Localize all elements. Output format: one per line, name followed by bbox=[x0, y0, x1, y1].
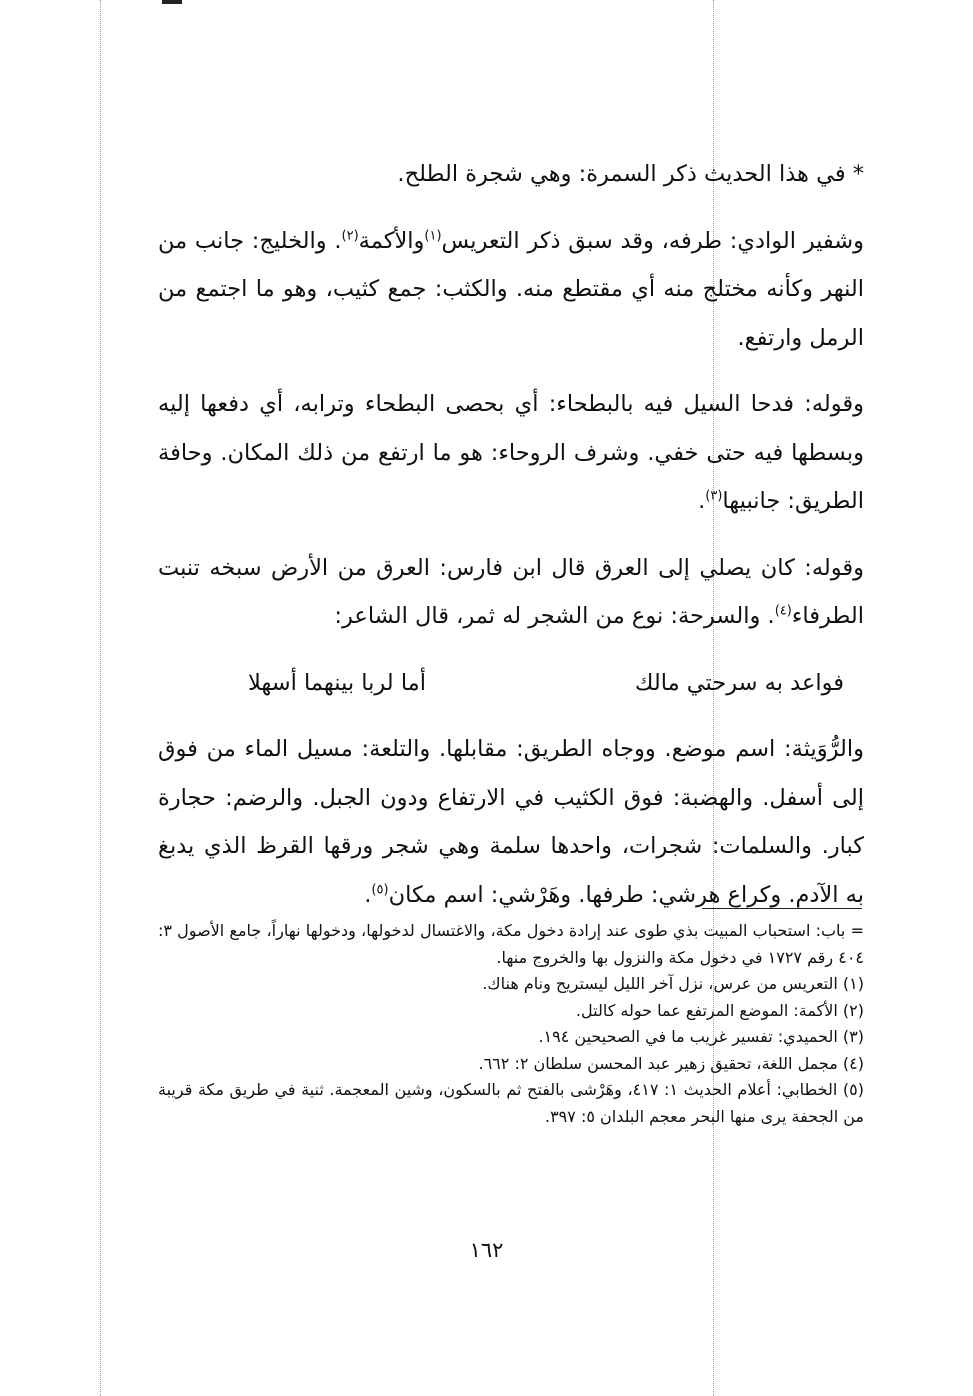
footnote-4: (٤) مجمل اللغة، تحقيق زهير عبد المحسن سلطان ٢: ٦٦٢. bbox=[478, 1053, 864, 1073]
paragraph-dahaa: وقوله: فدحا السيل فيه بالبطحاء: أي بحصى البطحاء وترابه، أي دفعها إليه وبسطها فيه حتى خفي. وشرف الروحاء: هو ما ارتفع من ذلك المكان. وحافة الطريق: جانبيها$^{(٣)}$. bbox=[158, 391, 864, 514]
verse-second-hemistich: أما لربا بينهما أسهلا bbox=[248, 669, 426, 696]
poetry-verse bbox=[158, 659, 864, 708]
footnote-2: (٢) الأكمة: الموضع المرتفع عما حوله كالتل. bbox=[575, 1000, 864, 1020]
footnote-ref-2[interactable]: (٢) bbox=[341, 228, 359, 243]
footnote-1: (١) التعريس من عرس، نزل آخر الليل ليستريح ونام هناك. bbox=[482, 974, 864, 993]
page-number: ١٦٢ bbox=[469, 1238, 504, 1262]
scan-dotted-line bbox=[100, 0, 101, 1396]
footnote-3: (٣) الحميدي: تفسير غريب ما في الصحيحين ١٩٤. bbox=[538, 1027, 864, 1046]
verse-first-hemistich: فواعد به سرحتي مالك bbox=[634, 669, 844, 696]
paragraph-samura: * في هذا الحديث ذكر السمرة: وهي شجرة الطلح. bbox=[397, 161, 864, 187]
footnotes bbox=[158, 918, 864, 1130]
main-text bbox=[158, 150, 864, 937]
footnote-ref-5[interactable]: (٥) bbox=[371, 882, 389, 897]
footnote-separator bbox=[702, 908, 862, 909]
paragraph-ruwaytha: والرُّوَيثة: اسم موضع. ووجاه الطريق: مقابلها. والتلعة: مسيل الماء من فوق إلى أسفل. والهضبة: فوق الكثيب في الارتفاع ودون الجبل. والرضم: حجارة كبار. والسلمات: شجرات، واحدها سلمة وهي شجر ورقها القرظ الذي يدبغ به الآدم. وكراع هرشي: طرفها. وهَرْشي: اسم مكان$^{(٥)}$. bbox=[158, 736, 864, 908]
footnote-ref-3[interactable]: (٣) bbox=[705, 488, 723, 504]
paragraph-shafir: وشفير الوادي: طرفه، وقد سبق ذكر التعريس$^{(١)}$والأكمة$^{(٢)}$. والخليج: جانب من النهر وكأنه مختلج منه أي مقتطع منه. والكثب: جمع كثيب، وهو ما اجتمع من الرمل وارتفع. bbox=[158, 227, 864, 351]
footnote-5: (٥) الخطابي: أعلام الحديث ١: ٤١٧، وهَرْشى بالفتح ثم بالسكون، وشين المعجمة. ثنية في طريق مكة قريبة من الجحفة يرى منها البحر معجم البلدان ٥: ٣٩٧. bbox=[158, 1080, 864, 1126]
footnote-ref-4[interactable]: (٤) bbox=[774, 603, 792, 619]
scan-mark bbox=[162, 0, 182, 4]
paragraph-irq: وقوله: كان يصلي إلى العرق قال ابن فارس: العرق من الأرض سبخه تنبت الطرفاء$^{(٤)}$. والسرحة: نوع من الشجر له ثمر، قال الشاعر: bbox=[158, 554, 864, 629]
footnote-ref-1[interactable]: (١) bbox=[424, 228, 442, 243]
footnote-continuation: = باب: استحباب المبيت بذي طوى عند إرادة دخول مكة، والاغتسال لدخولها، ودخولها نهاراً، جامع الأصول ٣: ٤٠٤ رقم ١٧٢٧ في دخول مكة والنزول بها والخروج منها. bbox=[158, 921, 864, 967]
